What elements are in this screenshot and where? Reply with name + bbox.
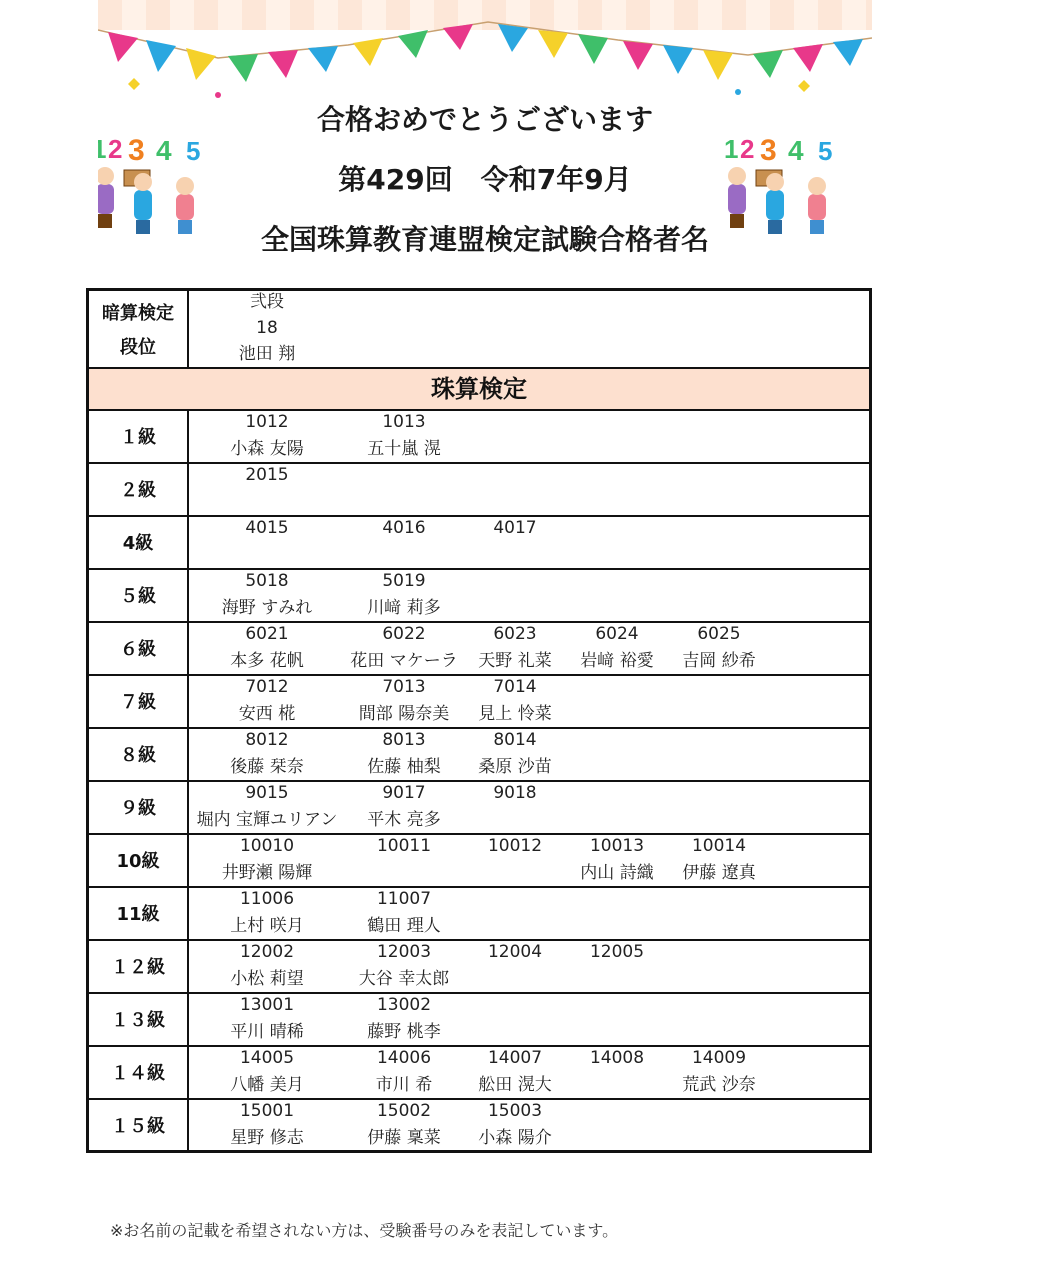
grade-label: ８級 [88,728,189,781]
grade-entries [188,463,871,516]
grade-row [88,940,871,993]
svg-text:2: 2 [740,134,755,164]
passer-name [435,542,595,569]
passer-entry [639,833,799,887]
exam-number: 10014 [691,835,747,856]
passer-entry [187,462,347,516]
passer-name: 海野 すみれ [221,597,313,618]
passer-name: 小森 陽介 [478,1127,552,1148]
svg-text:1: 1 [724,134,739,164]
anzan-number: 18 [256,318,278,338]
anzan-rank: 弐段 [250,292,284,312]
passer-name: 井野瀬 陽輝 [221,862,313,883]
kids-abacus-illustration-right [718,130,868,270]
passer-name: 大谷 幸太郎 [358,968,450,989]
passer-name: 堀内 宝輝ユリアン [196,809,338,830]
passer-name [435,807,595,834]
results-table [86,288,872,1153]
passer-entry [435,1098,595,1152]
grade-label: １級 [88,410,189,463]
exam-number: 2015 [245,464,289,485]
passer-entry [324,886,484,940]
svg-text:4: 4 [788,135,804,166]
exam-number: 6023 [493,623,537,644]
exam-number: 6022 [382,623,426,644]
passer-name: 安西 椛 [238,703,296,724]
exam-number: 12002 [239,941,295,962]
grade-entries [188,1046,871,1099]
grade-label: ９級 [88,781,189,834]
exam-number: 6021 [245,623,289,644]
grade-label: ５級 [88,569,189,622]
passer-name: 舩田 滉大 [478,1074,552,1095]
shuzan-header-row [88,368,871,410]
exam-number: 15003 [487,1100,543,1121]
passer-name [187,489,347,516]
grade-entries [188,622,871,675]
passer-name: 川﨑 莉多 [367,597,441,618]
grade-row [88,781,871,834]
exam-number: 8013 [382,729,426,750]
passer-entry [435,727,595,781]
exam-number: 12003 [376,941,432,962]
passer-entry [187,621,347,675]
passer-entry [187,1045,347,1099]
svg-text:2: 2 [108,134,123,164]
exam-number: 13001 [239,994,295,1015]
exam-number: 7012 [245,676,289,697]
grade-row [88,463,871,516]
passer-entry [187,780,347,834]
passer-entry [324,992,484,1046]
exam-number: 4015 [245,517,289,538]
exam-number: 7014 [493,676,537,697]
grade-label: ７級 [88,675,189,728]
footnote: ※お名前の記載を希望されない方は、受験番号のみを表記しています。 [110,1221,619,1240]
exam-number: 4017 [493,517,537,538]
passer-entry [324,568,484,622]
grade-label: １２級 [88,940,189,993]
passer-name: 桑原 沙苗 [478,756,552,777]
exam-number: 15001 [239,1100,295,1121]
exam-number: 1012 [245,411,289,432]
exam-number: 10010 [239,835,295,856]
passer-entry [537,939,697,993]
passer-name: 上村 咲月 [230,915,304,936]
passer-name [187,542,347,569]
kids-abacus-illustration-left [92,130,236,270]
grade-label: ２級 [88,463,189,516]
passer-entry [187,886,347,940]
grade-row [88,1099,871,1152]
passer-entry [187,1098,347,1152]
exam-number: 14008 [589,1047,645,1068]
grade-entries [188,675,871,728]
grade-row [88,622,871,675]
grade-label: １５級 [88,1099,189,1152]
passer-name: 藤野 桃李 [367,1021,441,1042]
exam-number: 1013 [382,411,426,432]
passer-entry [187,674,347,728]
grade-entries [188,781,871,834]
grade-entries [188,516,871,569]
svg-text:5: 5 [818,136,833,166]
exam-number: 8014 [493,729,537,750]
grade-row [88,834,871,887]
exam-number: 12005 [589,941,645,962]
grade-row [88,675,871,728]
passer-name: 荒武 沙奈 [682,1074,756,1095]
exam-number: 14009 [691,1047,747,1068]
title-session: 第429回 令和7年9月 [338,163,632,196]
svg-text:3: 3 [760,134,777,167]
svg-text:5: 5 [186,136,201,166]
anzan-entries [188,290,871,368]
grade-label: 10級 [88,834,189,887]
grade-row [88,887,871,940]
passer-name: 天野 礼菜 [478,650,552,671]
passer-entry [187,409,347,463]
passer-entry [324,409,484,463]
passer-entry [435,674,595,728]
passer-entry [187,939,347,993]
grade-entries [188,887,871,940]
passer-name [537,966,697,993]
anzan-label [88,290,189,368]
anzan-row [88,290,871,368]
grade-row [88,516,871,569]
svg-text:3: 3 [128,134,145,167]
passer-entry [187,992,347,1046]
passer-name: 内山 詩織 [580,862,654,883]
anzan-label-line2: 段位 [120,336,156,358]
passer-name: 小松 莉望 [230,968,304,989]
passer-name: 八幡 美月 [230,1074,304,1095]
exam-number: 6024 [595,623,639,644]
title-exam-name: 全国珠算教育連盟検定試験合格者名 [260,223,709,256]
exam-number: 14007 [487,1047,543,1068]
passer-name: 本多 花帆 [230,650,304,671]
svg-text:4: 4 [156,135,172,166]
grade-row [88,569,871,622]
passer-name: 見上 怜菜 [478,703,552,724]
exam-number: 9018 [493,782,537,803]
exam-number: 5018 [245,570,289,591]
passer-name: 伊藤 遼真 [682,862,756,883]
grade-label: 11級 [88,887,189,940]
exam-number: 8012 [245,729,289,750]
grade-rows [88,410,871,1152]
svg-text:1: 1 [92,134,107,164]
passer-entry [639,621,799,675]
passer-name: 鶴田 理人 [367,915,441,936]
bunting-flags [98,0,872,100]
passer-entry [187,568,347,622]
passer-name: 吉岡 紗希 [682,650,756,671]
grade-entries [188,728,871,781]
anzan-name: 池田 翔 [238,344,296,364]
exam-number: 10012 [487,835,543,856]
passer-entry [435,780,595,834]
passer-name: 後藤 栞奈 [230,756,304,777]
exam-number: 10013 [589,835,645,856]
grade-row [88,410,871,463]
exam-number: 11006 [239,888,295,909]
exam-number: 12004 [487,941,543,962]
passer-name: 間部 陽奈美 [358,703,450,724]
passer-name: 星野 修志 [230,1127,304,1148]
celebration-banner [92,0,872,270]
passer-entry [435,515,595,569]
exam-number: 11007 [376,888,432,909]
grade-row [88,1046,871,1099]
passer-name: 市川 希 [375,1074,433,1095]
passer-name: 平川 晴稀 [230,1021,304,1042]
passer-name: 伊藤 稟菜 [367,1127,441,1148]
exam-number: 7013 [382,676,426,697]
exam-number: 5019 [382,570,426,591]
passer-name: 小森 友陽 [230,438,304,459]
exam-number: 9015 [245,782,289,803]
passer-name: 岩﨑 裕愛 [580,650,654,671]
grade-entries [188,410,871,463]
passer-entry [187,833,347,887]
passer-name: 平木 亮多 [367,809,441,830]
exam-number: 13002 [376,994,432,1015]
anzan-entry [187,289,347,367]
shuzan-header: 珠算検定 [88,368,871,410]
passer-name: 花田 マケーラ [350,650,458,671]
passer-name: 五十嵐 滉 [367,438,441,459]
grade-entries [188,993,871,1046]
grade-label: 4級 [88,516,189,569]
grade-entries [188,1099,871,1152]
passer-name: 佐藤 柚梨 [367,756,441,777]
exam-number: 4016 [382,517,426,538]
grade-entries [188,834,871,887]
exam-number: 14005 [239,1047,295,1068]
passer-entry [639,1045,799,1099]
exam-number: 9017 [382,782,426,803]
exam-number: 15002 [376,1100,432,1121]
grade-row [88,728,871,781]
grade-label: １４級 [88,1046,189,1099]
anzan-label-line1: 暗算検定 [102,302,174,324]
exam-number: 6025 [697,623,741,644]
grade-label: １３級 [88,993,189,1046]
grade-label: ６級 [88,622,189,675]
grade-row [88,993,871,1046]
exam-number: 10011 [376,835,432,856]
grade-entries [188,940,871,993]
exam-number: 14006 [376,1047,432,1068]
passer-entry [187,727,347,781]
grade-entries [188,569,871,622]
title-congratulations: 合格おめでとうございます [316,103,653,136]
passer-entry [187,515,347,569]
